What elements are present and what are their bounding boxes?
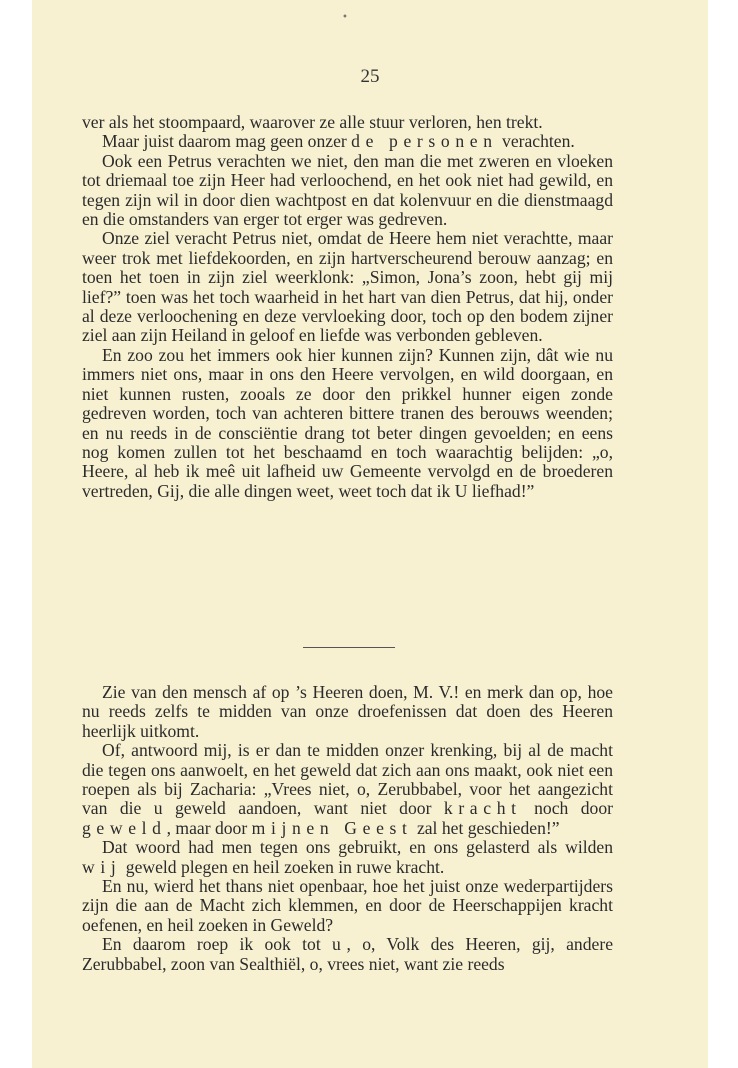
page-number: 25 — [360, 66, 380, 87]
spaced-emphasis: u — [332, 934, 347, 955]
spaced-emphasis: mijnen Geest — [251, 817, 413, 838]
paragraph: Onze ziel veracht Petrus niet, omdat de Heere hem niet verachtte, maar weer trok met liefdekoorden, en zijn hartverscheurend berouw aanzag; en toen het toen in zijn ziel weerklonk: „Simon, Jona’s zoon, hebt gij mij lief?” toen was het toch waarheid in het hart van dien Petrus, dat hij, onder al deze verloochening en deze vervloeking door, toch op den bodem zijner ziel aan zijn Heiland in geloof en liefde was verbonden gebleven. — [82, 228, 613, 346]
top-mark: • — [342, 12, 348, 23]
section-divider — [303, 647, 395, 648]
text-section-2 — [82, 683, 613, 974]
spaced-emphasis: wij — [82, 856, 122, 877]
paragraph: ver als het stoompaard, waarover ze alle stuur verloren, hen trekt. — [82, 112, 543, 132]
text-section-1 — [82, 113, 613, 501]
spaced-emphasis: de personen — [351, 131, 498, 152]
paragraph: En zoo zou het immers ook hier kunnen zijn? Kunnen zijn, dât wie nu immers niet ons, maar in ons den Heere vervolgen, en wild doorgaan, en niet kunnen rusten, zooals ze door den prikkel hunner eigen zonde gedreven worden, toch van achteren bittere tranen des berouws weenden; en nu reeds in de consciëntie drang tot beter dingen gevoelden; en eens nog komen zullen tot het beschaamd en toch waarachtig belijden: „o, Heere, al heb ik meê uit lafheid uw Gemeente vervolgd en de broederen vertreden, Gij, die alle dingen weet, weet toch dat ik U liefhad!” — [82, 344, 613, 501]
paragraph: Of, antwoord mij, is er dan te midden onzer krenking, bij al de macht die tegen ons aanwoelt, en het geweld dat zich aan ons maakt, ook niet een roepen als bij Zacharia: „Vrees niet, o, Zerubbabel, voor het aangezicht van die u geweld aandoen, want niet door kracht noch door geweld, maar door mijnen Geest zal het geschieden!” — [82, 740, 613, 838]
paragraph: Ook een Petrus verachten we niet, den man die met zweren en vloeken tot driemaal toe zijn Heer had verloochend, en het ook niet had gewild, en tegen zijn wil in door dien wachtpost en dat kolenvuur en die dienstmaagd en die omstanders van erger tot erger was gedreven. — [82, 150, 613, 230]
paragraph: Zie van den mensch af op ’s Heeren doen, M. V.! en merk dan op, hoe nu reeds zelfs te midden van onze droefenissen dat doen des Heeren heerlijk uitkomt. — [82, 682, 613, 741]
paragraph: Dat woord had men tegen ons gebruikt, en ons gelasterd als wilden wij geweld plegen en heil zoeken in ruwe kracht. — [82, 837, 613, 877]
book-page — [32, 0, 708, 1068]
spaced-emphasis: kracht — [443, 798, 522, 819]
paragraph: En nu, wierd het thans niet openbaar, hoe het juist onze wederpartijders zijn die aan de Macht zich klemmen, en door de Heerschappijen kracht oefenen, en heil zoeken in Geweld? — [82, 876, 613, 935]
paragraph: Maar juist daarom mag geen onzer de personen verachten. — [102, 131, 575, 152]
paragraph: En daarom roep ik ook tot u, o, Volk des Heeren, gij, andere Zerubbabel, zoon van Sealthiël, o, vrees niet, want zie reeds — [82, 934, 613, 974]
spaced-emphasis: geweld — [82, 817, 167, 838]
